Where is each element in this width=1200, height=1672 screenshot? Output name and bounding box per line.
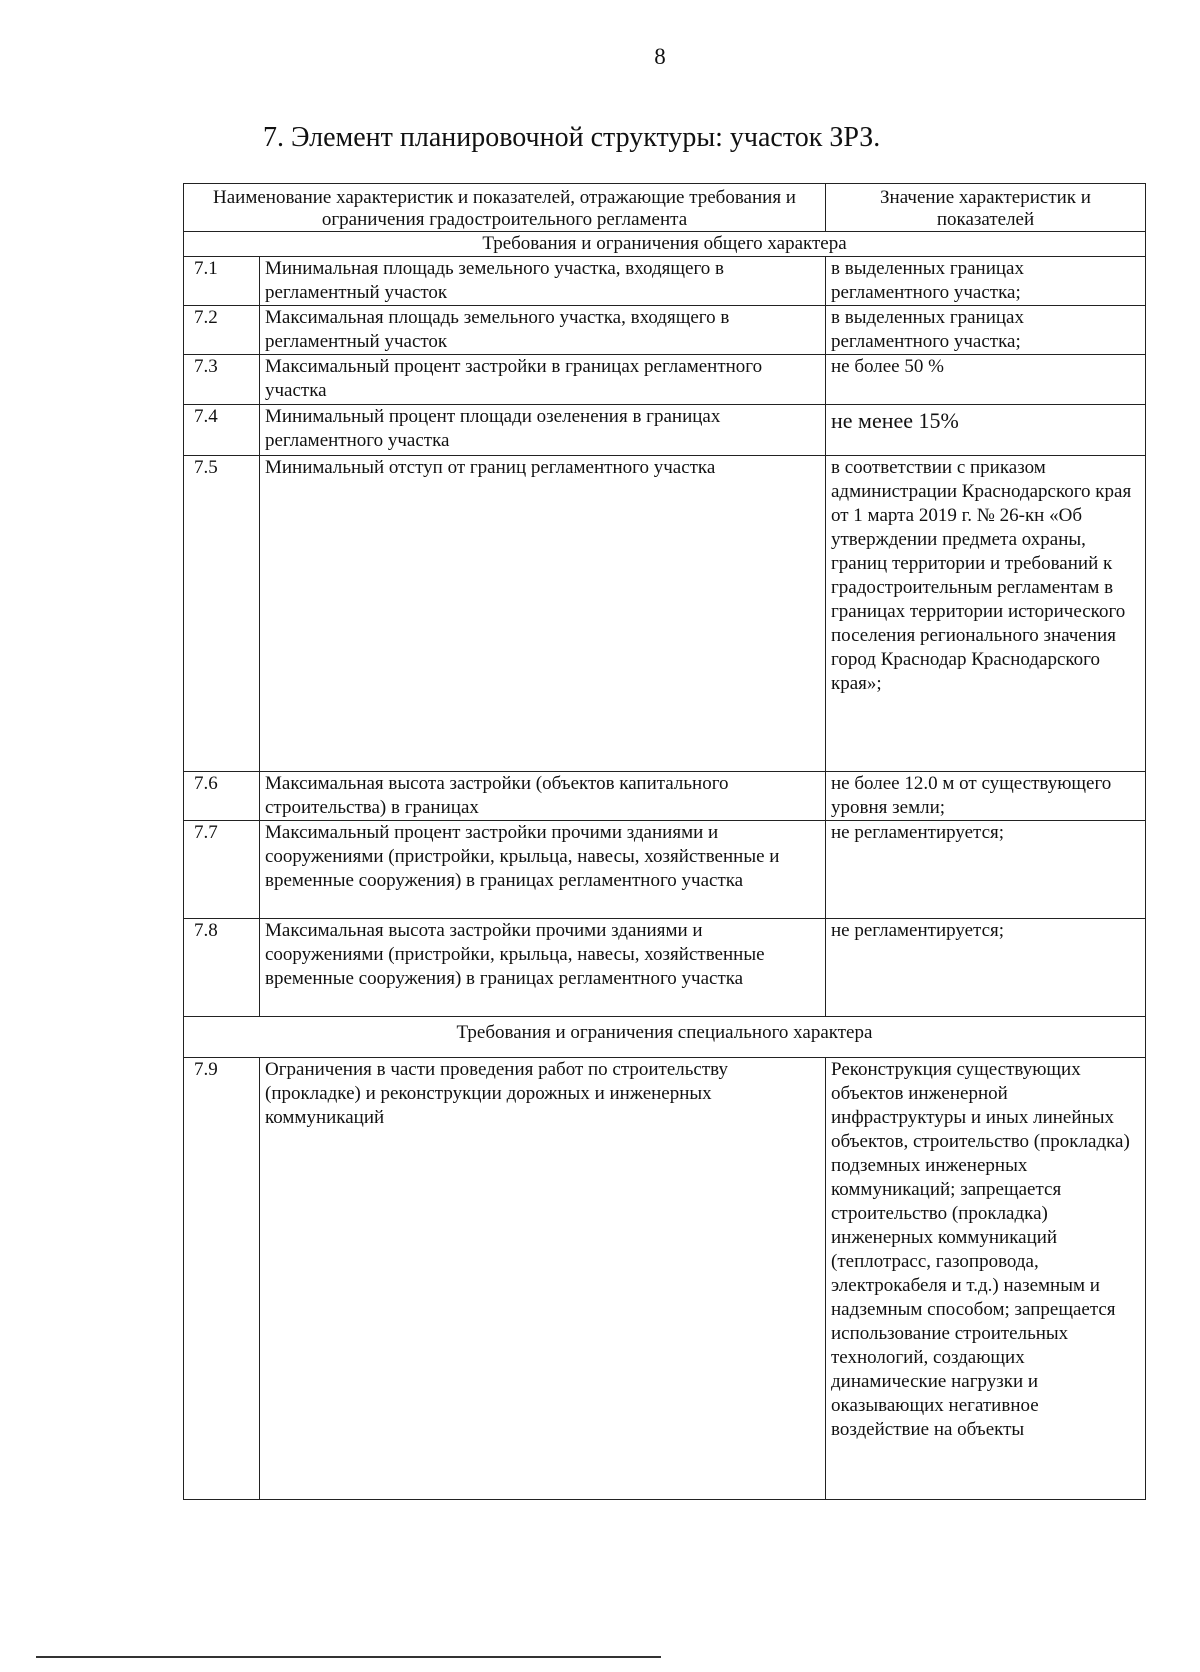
table-row [184, 821, 1146, 919]
row-number: 7.3 [184, 355, 260, 405]
row-number: 7.5 [184, 456, 260, 772]
row-value: не менее 15% [826, 405, 1146, 456]
bottom-rule [36, 1656, 661, 1658]
row-value: не регламентируется; [826, 821, 1146, 919]
table-row [184, 456, 1146, 772]
table-row [184, 306, 1146, 355]
row-value: в выделенных границах регламентного участка; [826, 306, 1146, 355]
row-number: 7.9 [184, 1058, 260, 1500]
table-row [184, 405, 1146, 456]
page-number: 8 [654, 44, 666, 69]
header-value-cell: Значение характеристик и показателей [826, 184, 1146, 232]
table-row [184, 257, 1146, 306]
section-title: Требования и ограничения специального характера [184, 1017, 1146, 1058]
section-row [184, 1017, 1146, 1058]
row-value: не более 12.0 м от существующего уровня земли; [826, 772, 1146, 821]
row-name: Максимальная высота застройки прочими зданиями и сооружениями (пристройки, крыльца, навесы, хозяйственные временные сооружения) в границах регламентного участка [260, 919, 826, 1017]
row-name: Ограничения в части проведения работ по строительству (прокладке) и реконструкции дорожных и инженерных коммуникаций [260, 1058, 826, 1500]
row-name: Максимальная высота застройки (объектов капитального строительства) в границах [260, 772, 826, 821]
row-value: в соответствии с приказом администрации Краснодарского края от 1 марта 2019 г. № 26-кн «Об утверждении предмета охраны, границ территории и требований к градостроительным регламентам в границах территории исторического поселения регионального значения город Краснодар Краснодарского края»; [826, 456, 1146, 772]
row-name: Минимальный отступ от границ регламентного участка [260, 456, 826, 772]
section-row [184, 232, 1146, 257]
row-number: 7.2 [184, 306, 260, 355]
row-name: Минимальный процент площади озеленения в границах регламентного участка [260, 405, 826, 456]
table-row [184, 355, 1146, 405]
row-name: Максимальный процент застройки прочими зданиями и сооружениями (пристройки, крыльца, навесы, хозяйственные и временные сооружения) в границах регламентного участка [260, 821, 826, 919]
row-number: 7.1 [184, 257, 260, 306]
row-number: 7.4 [184, 405, 260, 456]
table-row [184, 772, 1146, 821]
table-row [184, 919, 1146, 1017]
row-value: Реконструкция существующих объектов инженерной инфраструктуры и иных линейных объектов, строительство (прокладка) подземных инженерных коммуникаций; запрещается строительство (прокладка) инженерных коммуникаций (теплотрасс, газопровода, электрокабеля и т.д.) наземным и надземным способом; запрещается использование строительных технологий, создающих динамические нагрузки и оказывающих негативное воздействие на объекты [826, 1058, 1146, 1500]
row-value: не регламентируется; [826, 919, 1146, 1017]
row-value: не более 50 % [826, 355, 1146, 405]
row-name: Максимальный процент застройки в границах регламентного участка [260, 355, 826, 405]
row-number: 7.6 [184, 772, 260, 821]
row-number: 7.7 [184, 821, 260, 919]
header-name-cell: Наименование характеристик и показателей, отражающие требования и ограничения градостроительного регламента [184, 184, 826, 232]
section-title: Требования и ограничения общего характера [184, 232, 1146, 257]
page-title: 7. Элемент планировочной структуры: участок ЗРЗ. [263, 122, 881, 153]
row-number: 7.8 [184, 919, 260, 1017]
row-name: Минимальная площадь земельного участка, входящего в регламентный участок [260, 257, 826, 306]
row-name: Максимальная площадь земельного участка, входящего в регламентный участок [260, 306, 826, 355]
table-row [184, 1058, 1146, 1500]
row-value: в выделенных границах регламентного участка; [826, 257, 1146, 306]
regulation-table [183, 183, 1146, 1500]
table-header-row [184, 184, 1146, 232]
